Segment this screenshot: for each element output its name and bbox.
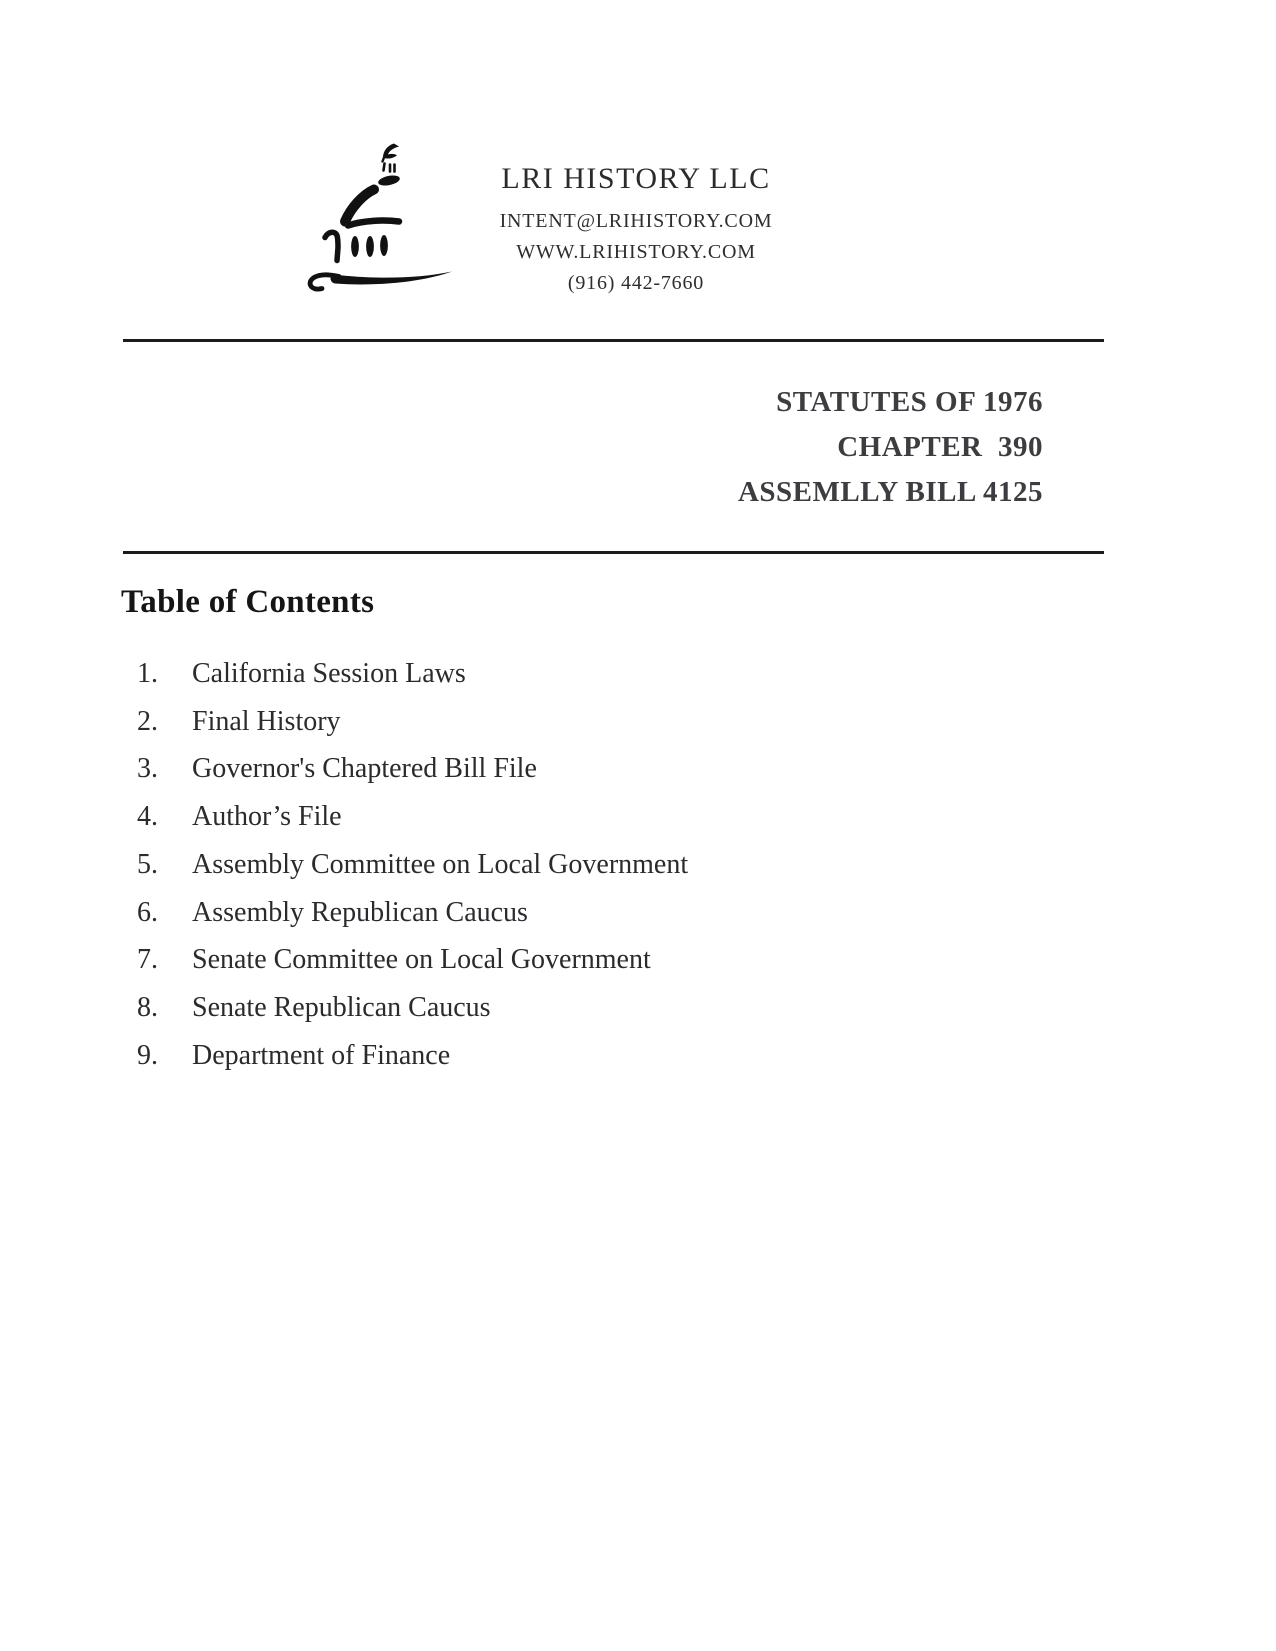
toc-item-label: Governor's Chaptered Bill File: [192, 753, 537, 785]
toc-item-label: Assembly Republican Caucus: [192, 896, 528, 928]
horizontal-rule-bottom: [123, 551, 1104, 554]
toc-item-number: 6.: [137, 896, 158, 928]
toc-item-label: Author’s File: [192, 801, 342, 833]
dome-stroke: [345, 190, 374, 222]
toc-title: Table of Contents: [121, 584, 375, 620]
horizontal-rule-top: [123, 339, 1104, 342]
company-phone: (916) 442-7660: [567, 272, 705, 294]
chapter-line: CHAPTER 390: [837, 431, 1043, 463]
toc-item-label: Final History: [192, 705, 341, 737]
toc-item-number: 3.: [137, 753, 158, 785]
toc-item-number: 5.: [137, 848, 158, 880]
company-website: WWW.LRIHISTORY.COM: [516, 241, 756, 263]
bill-heading: [738, 380, 1043, 515]
statutes-line: STATUTES OF 1976: [776, 386, 1043, 418]
company-email: INTENT@LRIHISTORY.COM: [499, 210, 773, 232]
flag-pole: [383, 158, 385, 162]
toc-item-label: Department of Finance: [192, 1039, 451, 1071]
toc-item-label: Senate Republican Caucus: [192, 991, 491, 1023]
contact-block: [420, 206, 852, 299]
toc-item: [0, 793, 900, 841]
lantern-roof: [377, 174, 400, 188]
toc-item-number: 8.: [137, 991, 158, 1023]
letterhead: [420, 160, 852, 299]
lantern-ticks: [384, 164, 395, 172]
assembly-bill-line: ASSEMLLY BILL 4125: [737, 476, 1043, 508]
toc-item-number: 2.: [137, 705, 158, 737]
toc-item: [0, 889, 900, 937]
toc-item: [0, 1032, 900, 1080]
toc-item-number: 9.: [137, 1039, 158, 1071]
cornice-stroke: [348, 221, 399, 226]
toc-item-label: California Session Laws: [192, 658, 466, 689]
toc-item-label: Senate Committee on Local Government: [192, 944, 651, 976]
toc-item-label: Assembly Committee on Local Government: [192, 848, 689, 880]
toc-item: [0, 984, 900, 1032]
toc-item: [0, 745, 900, 793]
column-dot: [380, 235, 388, 256]
toc-item-number: 1.: [137, 658, 158, 689]
toc-list: [0, 650, 900, 1079]
column-dot: [351, 236, 359, 257]
toc-item: [0, 650, 900, 698]
toc-item: [0, 841, 900, 889]
pillar-stroke: [325, 232, 338, 260]
column-dot: [366, 236, 374, 257]
toc-item: [0, 936, 900, 984]
toc-item-number: 4.: [137, 801, 158, 833]
toc-item-number: 7.: [137, 944, 158, 976]
flag-icon: [383, 144, 399, 159]
toc-item: [0, 698, 900, 746]
company-name: LRI HISTORY LLC: [501, 162, 771, 195]
